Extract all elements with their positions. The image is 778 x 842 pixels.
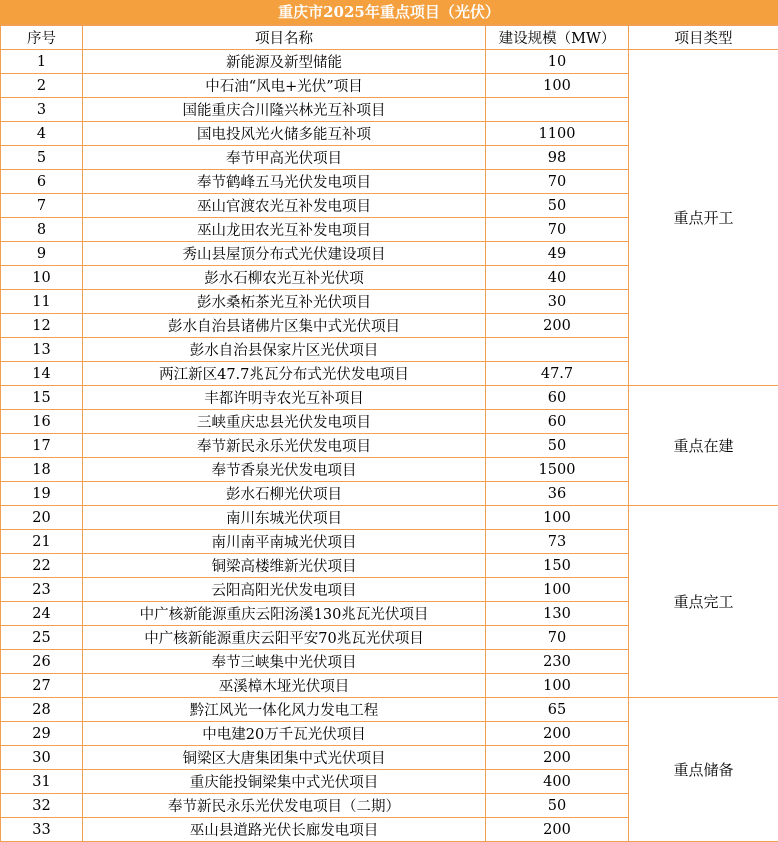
cell-no: 20 <box>1 506 83 530</box>
cell-project-name: 铜梁区大唐集团集中式光伏项目 <box>83 746 486 770</box>
table-title: 重庆市2025年重点项目（光伏） <box>0 0 778 25</box>
cell-no: 27 <box>1 674 83 698</box>
cell-scale: 50 <box>486 194 629 218</box>
cell-scale: 100 <box>486 674 629 698</box>
cell-no: 10 <box>1 266 83 290</box>
cell-scale: 200 <box>486 722 629 746</box>
cell-no: 28 <box>1 698 83 722</box>
cell-project-name: 奉节新民永乐光伏发电项目 <box>83 434 486 458</box>
cell-project-name: 奉节甲高光伏项目 <box>83 146 486 170</box>
cell-no: 15 <box>1 386 83 410</box>
cell-no: 5 <box>1 146 83 170</box>
cell-no: 24 <box>1 602 83 626</box>
cell-no: 33 <box>1 818 83 842</box>
cell-no: 23 <box>1 578 83 602</box>
cell-project-name: 巫山龙田农光互补发电项目 <box>83 218 486 242</box>
cell-no: 12 <box>1 314 83 338</box>
cell-project-name: 新能源及新型储能 <box>83 50 486 74</box>
cell-project-name: 彭水自治县诸佛片区集中式光伏项目 <box>83 314 486 338</box>
cell-scale: 200 <box>486 818 629 842</box>
cell-project-name: 巫溪樟木垭光伏项目 <box>83 674 486 698</box>
header-type: 项目类型 <box>629 26 778 50</box>
cell-scale: 50 <box>486 794 629 818</box>
cell-no: 19 <box>1 482 83 506</box>
cell-no: 6 <box>1 170 83 194</box>
cell-project-name: 铜梁高楼维新光伏项目 <box>83 554 486 578</box>
cell-scale: 40 <box>486 266 629 290</box>
cell-no: 4 <box>1 122 83 146</box>
cell-project-name: 两江新区47.7兆瓦分布式光伏发电项目 <box>83 362 486 386</box>
cell-no: 21 <box>1 530 83 554</box>
cell-scale: 98 <box>486 146 629 170</box>
cell-no: 29 <box>1 722 83 746</box>
header-name: 项目名称 <box>83 26 486 50</box>
cell-scale: 36 <box>486 482 629 506</box>
cell-scale: 230 <box>486 650 629 674</box>
cell-scale: 30 <box>486 290 629 314</box>
cell-scale: 70 <box>486 626 629 650</box>
cell-no: 3 <box>1 98 83 122</box>
cell-project-name: 秀山县屋顶分布式光伏建设项目 <box>83 242 486 266</box>
cell-scale: 1500 <box>486 458 629 482</box>
cell-project-type: 重点储备 <box>629 698 778 842</box>
cell-scale: 1100 <box>486 122 629 146</box>
cell-no: 13 <box>1 338 83 362</box>
cell-project-name: 中石油“风电+光伏”项目 <box>83 74 486 98</box>
cell-scale: 100 <box>486 578 629 602</box>
cell-no: 31 <box>1 770 83 794</box>
cell-project-name: 中广核新能源重庆云阳汤溪130兆瓦光伏项目 <box>83 602 486 626</box>
cell-no: 9 <box>1 242 83 266</box>
cell-project-type: 重点完工 <box>629 506 778 698</box>
header-row <box>1 26 778 50</box>
header-scale: 建设规模（MW） <box>486 26 629 50</box>
cell-scale <box>486 98 629 122</box>
cell-project-name: 三峡重庆忠县光伏发电项目 <box>83 410 486 434</box>
table-row <box>1 50 778 74</box>
table-row <box>1 698 778 722</box>
cell-scale <box>486 338 629 362</box>
cell-project-name: 彭水桑柘茶光互补光伏项目 <box>83 290 486 314</box>
cell-project-name: 中广核新能源重庆云阳平安70兆瓦光伏项目 <box>83 626 486 650</box>
cell-no: 32 <box>1 794 83 818</box>
cell-project-name: 云阳高阳光伏发电项目 <box>83 578 486 602</box>
cell-project-name: 南川东城光伏项目 <box>83 506 486 530</box>
cell-scale: 100 <box>486 74 629 98</box>
cell-project-name: 国电投风光火储多能互补项 <box>83 122 486 146</box>
cell-no: 8 <box>1 218 83 242</box>
table-row <box>1 386 778 410</box>
cell-project-name: 中电建20万千瓦光伏项目 <box>83 722 486 746</box>
cell-project-name: 奉节新民永乐光伏发电项目（二期） <box>83 794 486 818</box>
cell-project-name: 黔江风光一体化风力发电工程 <box>83 698 486 722</box>
cell-no: 25 <box>1 626 83 650</box>
cell-scale: 70 <box>486 218 629 242</box>
cell-project-name: 南川南平南城光伏项目 <box>83 530 486 554</box>
cell-project-name: 丰都许明寺农光互补项目 <box>83 386 486 410</box>
cell-no: 1 <box>1 50 83 74</box>
cell-scale: 49 <box>486 242 629 266</box>
cell-project-type: 重点开工 <box>629 50 778 386</box>
cell-no: 26 <box>1 650 83 674</box>
cell-scale: 70 <box>486 170 629 194</box>
cell-scale: 73 <box>486 530 629 554</box>
cell-scale: 200 <box>486 746 629 770</box>
cell-scale: 10 <box>486 50 629 74</box>
cell-scale: 150 <box>486 554 629 578</box>
cell-scale: 65 <box>486 698 629 722</box>
cell-project-name: 奉节鹤峰五马光伏发电项目 <box>83 170 486 194</box>
cell-no: 22 <box>1 554 83 578</box>
cell-scale: 100 <box>486 506 629 530</box>
cell-scale: 60 <box>486 386 629 410</box>
cell-no: 18 <box>1 458 83 482</box>
cell-project-name: 国能重庆合川隆兴林光互补项目 <box>83 98 486 122</box>
table-body <box>1 50 778 842</box>
cell-project-name: 彭水石柳光伏项目 <box>83 482 486 506</box>
cell-scale: 130 <box>486 602 629 626</box>
project-table <box>0 25 778 842</box>
cell-project-name: 巫山官渡农光互补发电项目 <box>83 194 486 218</box>
header-no: 序号 <box>1 26 83 50</box>
cell-no: 2 <box>1 74 83 98</box>
cell-no: 14 <box>1 362 83 386</box>
cell-project-name: 奉节三峡集中光伏项目 <box>83 650 486 674</box>
cell-no: 11 <box>1 290 83 314</box>
cell-no: 17 <box>1 434 83 458</box>
cell-no: 7 <box>1 194 83 218</box>
cell-project-name: 彭水石柳农光互补光伏项 <box>83 266 486 290</box>
cell-project-name: 奉节香泉光伏发电项目 <box>83 458 486 482</box>
cell-scale: 60 <box>486 410 629 434</box>
cell-project-name: 巫山县道路光伏长廊发电项目 <box>83 818 486 842</box>
cell-project-type: 重点在建 <box>629 386 778 506</box>
cell-no: 30 <box>1 746 83 770</box>
cell-scale: 47.7 <box>486 362 629 386</box>
cell-project-name: 重庆能投铜梁集中式光伏项目 <box>83 770 486 794</box>
cell-scale: 400 <box>486 770 629 794</box>
cell-scale: 200 <box>486 314 629 338</box>
cell-project-name: 彭水自治县保家片区光伏项目 <box>83 338 486 362</box>
table-row <box>1 506 778 530</box>
cell-scale: 50 <box>486 434 629 458</box>
cell-no: 16 <box>1 410 83 434</box>
